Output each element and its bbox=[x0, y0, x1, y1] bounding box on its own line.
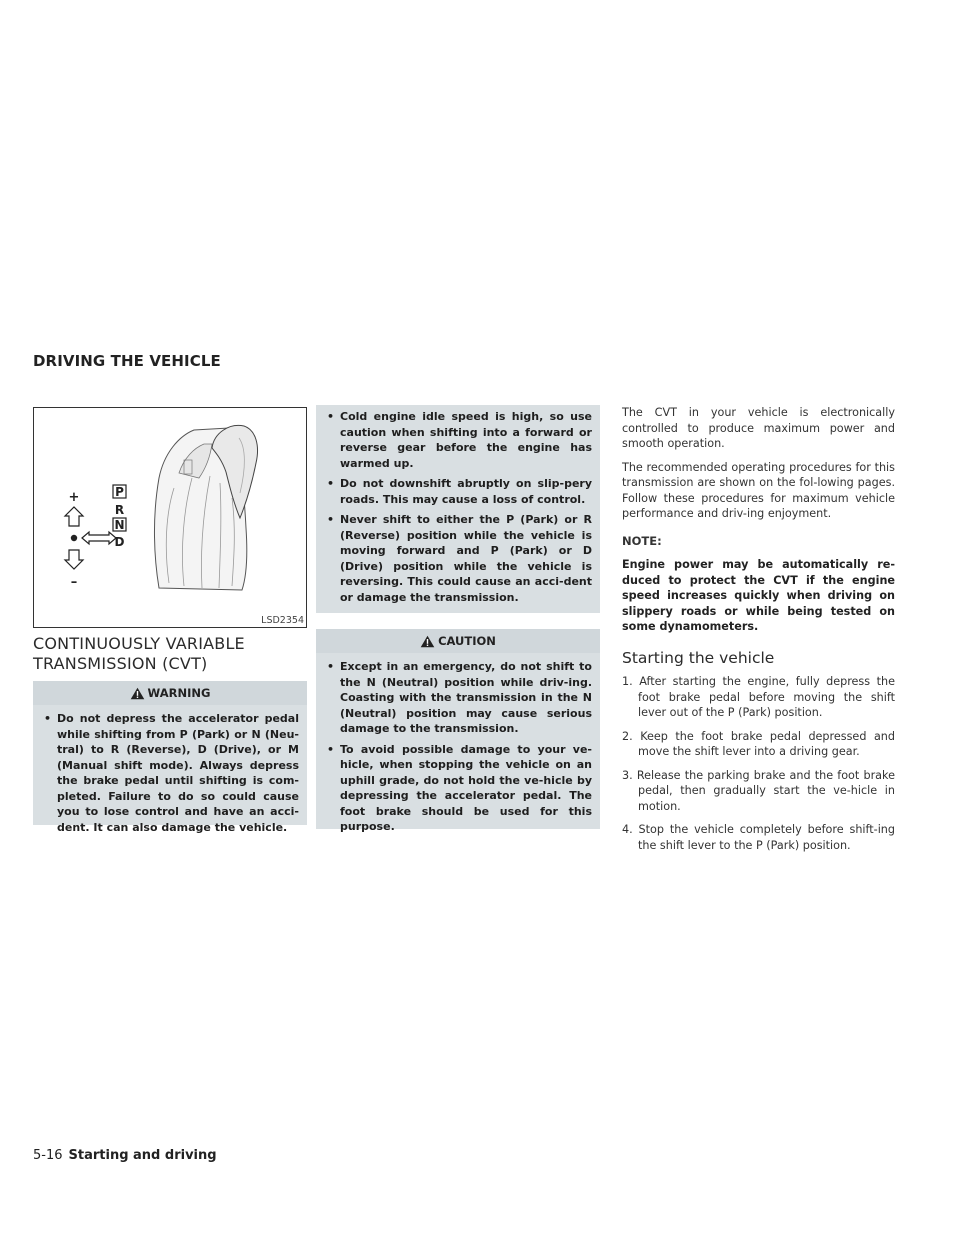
shift-lever-illustration bbox=[34, 408, 306, 627]
up-arrow-icon bbox=[65, 507, 83, 526]
caution-box bbox=[316, 629, 600, 833]
warning-item: • Do not depress the accelerator pedal while shifting from P (Park) or N (Neu-tral) to R (Reverse), D (Drive), or M (Manual shift mode). Always depress the brake pedal until shifting is com-pleted. Failure to do so could cause you to lose control and have an acci-dent. It can also damage the vehicle. bbox=[41, 711, 299, 835]
warning-item: • Never shift to either the P (Park) or R (Reverse) position while the vehicle is moving forward and P (Park) or D (Drive) position while the vehicle is reversing. This could cause an acci-dent or damage the transmission. bbox=[324, 512, 592, 605]
cvt-section-title: CONTINUOUSLY VARIABLE TRANSMISSION (CVT) bbox=[33, 634, 245, 673]
gate-p-label: P bbox=[115, 485, 124, 499]
page-footer bbox=[33, 1148, 217, 1163]
subsection-title: Starting the vehicle bbox=[622, 648, 775, 667]
chapter-name: Starting and driving bbox=[68, 1148, 217, 1163]
note-text: Engine power may be automatically re-duced to protect the CVT if the engine speed increases quickly when driving on slippery roads or while being tested on some dynamometers. bbox=[622, 558, 895, 633]
down-arrow-icon bbox=[65, 550, 83, 569]
double-arrow-icon bbox=[82, 532, 116, 544]
warning-item: • Do not downshift abruptly on slip-pery roads. This may cause a loss of control. bbox=[324, 476, 592, 507]
step-item: 4. Stop the vehicle completely before shift-ing the shift lever to the P (Park) position. bbox=[622, 823, 895, 852]
shift-lever-figure bbox=[33, 407, 307, 628]
minus-label: – bbox=[70, 575, 78, 590]
step-item: 1. After starting the engine, fully depress the foot brake pedal before moving the shift lever out of the P (Park) position. bbox=[622, 675, 895, 719]
gate-n-label: N bbox=[114, 518, 125, 532]
step-item: 3. Release the parking brake and the foot brake pedal, then gradually start the ve-hicle in motion. bbox=[622, 768, 895, 813]
step-item: 2. Keep the foot brake pedal depressed and move the shift lever into a driving gear. bbox=[622, 729, 895, 758]
page-number: 5-16 bbox=[33, 1148, 63, 1163]
note-label: NOTE: bbox=[622, 533, 662, 548]
gate-r-label: R bbox=[114, 503, 125, 517]
body-column bbox=[622, 405, 895, 861]
warning-box bbox=[33, 681, 307, 834]
body-paragraph: The recommended operating procedures for this transmission are shown on the fol-lowing pages. Follow these procedures for maximum vehicle performance and driv-ing enjoyment. bbox=[622, 460, 895, 520]
warning-box-continued bbox=[316, 405, 600, 613]
body-paragraph: The CVT in your vehicle is electronically controlled to produce maximum power and smooth operation. bbox=[622, 406, 895, 450]
section-title: DRIVING THE VEHICLE bbox=[33, 352, 221, 370]
warning-header bbox=[33, 681, 307, 705]
dot-icon bbox=[71, 535, 77, 541]
caution-header bbox=[316, 629, 600, 653]
plus-label: + bbox=[68, 490, 80, 505]
caution-item: • Except in an emergency, do not shift to the N (Neutral) position while driv-ing. Coasting with the transmission in the N (Neutral) position may cause serious damage to the transmission. bbox=[324, 659, 592, 737]
figure-code: LSD2354 bbox=[261, 615, 304, 626]
warning-triangle-icon bbox=[130, 687, 145, 700]
caution-item: • To avoid possible damage to your ve-hicle, when stopping the vehicle on an uphill grade, do not hold the ve-hicle by depressing the accelerator pedal. The foot brake should be used for this purpose. bbox=[324, 742, 592, 835]
warning-item: • Cold engine idle speed is high, so use caution when shifting into a forward or reverse gear before the engine has warmed up. bbox=[324, 409, 592, 471]
caution-label: CAUTION bbox=[438, 634, 496, 648]
gate-d-label: D bbox=[114, 535, 125, 549]
warning-label: WARNING bbox=[147, 686, 211, 700]
caution-triangle-icon bbox=[420, 635, 435, 648]
